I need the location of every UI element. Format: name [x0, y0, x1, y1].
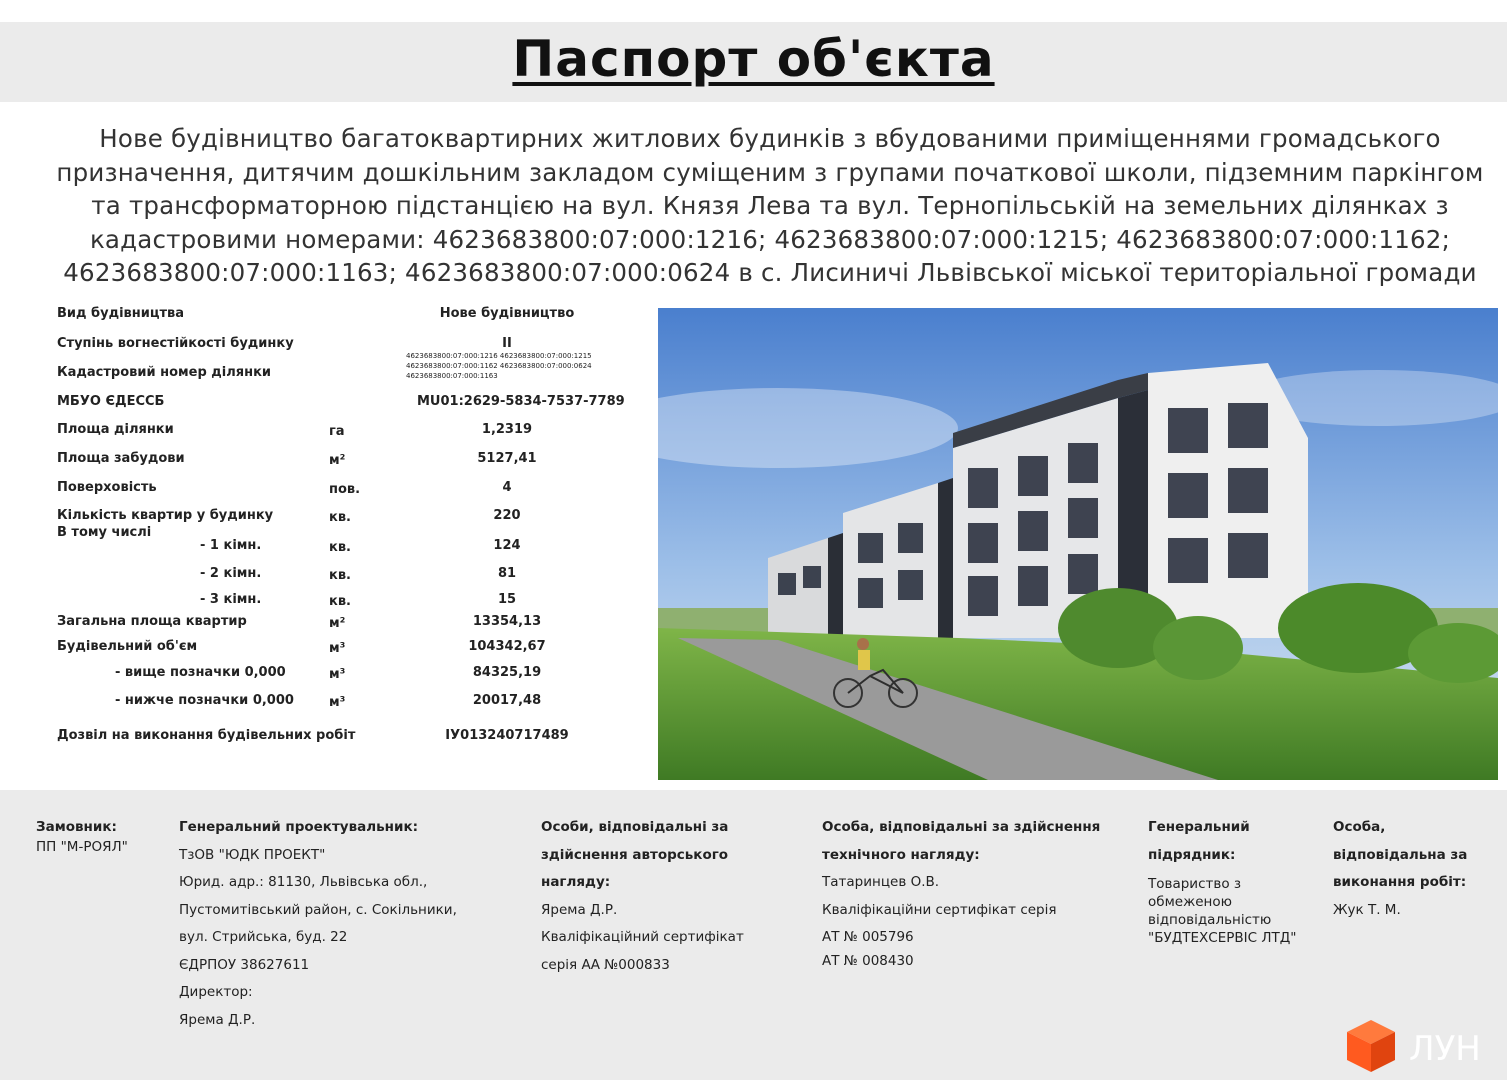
technical-supervision-line: Кваліфікаційни сертифікат серія [822, 901, 1057, 918]
param-value: 104342,67 [468, 639, 546, 654]
general-contractor-lines [1148, 875, 1296, 947]
general-contractor-line: відповідальністю [1148, 912, 1272, 928]
param-label: - 2 кімн. [200, 566, 262, 581]
param-row [57, 422, 647, 446]
parameters-table [57, 306, 647, 756]
technical-supervision-line: Татаринцев О.В. [822, 874, 940, 890]
param-row [57, 614, 647, 638]
customer-block [36, 814, 128, 861]
param-unit: кв. [329, 510, 351, 525]
technical-supervision-block [822, 814, 1100, 975]
designer-heading: Генеральний проектувальник: [179, 819, 419, 835]
cadastral-numbers [406, 351, 626, 381]
general-contractor-line: обмеженою [1148, 894, 1232, 910]
designer-line: ТзОВ "ЮДК ПРОЕКТ" [179, 846, 326, 863]
customer-name: ПП "М-РОЯЛ" [36, 838, 128, 855]
technical-supervision-heading: технічного нагляду: [822, 846, 980, 863]
description-line: призначення, дитячим дошкільним закладом суміщеним з групами початкової школи, підземним паркінгом [56, 157, 1484, 187]
param-value: 15 [497, 592, 517, 607]
building-rendering [658, 308, 1498, 780]
footer-info [0, 790, 1507, 1080]
orange-cube-icon [1347, 1020, 1395, 1072]
param-unit: м³ [329, 641, 346, 656]
param-unit: м³ [329, 695, 346, 710]
param-label: Кадастровий номер ділянки [57, 365, 272, 380]
param-row [57, 665, 647, 689]
param-label: Загальна площа квартир [57, 614, 247, 629]
param-unit: м² [329, 453, 346, 468]
description-line: 4623683800:07:000:1163; 4623683800:07:000:0624 в с. Лисиничі Львівської міської територіальної громади [63, 258, 1477, 287]
general-contractor-line: "БУДТЕХСЕРВІС ЛТД" [1148, 930, 1297, 946]
param-label: - вище позначки 0,000 [115, 665, 286, 680]
technical-supervision-heading: Особа, відповідальні за здійснення [822, 819, 1101, 835]
param-value: 20017,48 [472, 693, 542, 708]
param-row [57, 451, 647, 475]
designer-line: Пустомитівський район, с. Сокільники, [179, 901, 457, 918]
param-value: 124 [493, 538, 521, 553]
cadastral-number-line: 4623683800:07:000:1162 4623683800:07:000:0624 [406, 362, 592, 370]
param-value: Нове будівництво [439, 306, 575, 321]
param-value: 81 [497, 566, 517, 581]
param-row [57, 480, 647, 504]
designer-line: Ярема Д.Р. [179, 1011, 256, 1028]
works-responsible-block [1333, 814, 1467, 924]
general-contractor-block [1148, 814, 1296, 947]
param-unit: кв. [329, 540, 351, 555]
cadastral-number-line: 4623683800:07:000:1163 [406, 372, 498, 380]
designer-line: ЄДРПОУ 38627611 [179, 956, 310, 973]
technical-supervision-line: АТ № 005796 [822, 929, 914, 945]
param-label: Вид будівництва [57, 306, 185, 321]
param-row [57, 639, 647, 663]
param-row [57, 538, 647, 562]
param-label: - 3 кімн. [200, 592, 262, 607]
page-title: Паспорт об'єкта [512, 30, 995, 88]
param-row [57, 306, 647, 330]
works-responsible-heading: виконання робіт: [1333, 874, 1467, 890]
param-label: - 1 кімн. [200, 538, 262, 553]
designer-line: Юрид. адр.: 81130, Львівська обл., [179, 874, 428, 890]
lun-logo [1345, 1018, 1505, 1074]
param-label: Дозвіл на виконання будівельних робіт [57, 728, 356, 743]
technical-supervision-line: АТ № 008430 [822, 952, 914, 969]
param-label: Поверховість [57, 480, 157, 495]
param-row [57, 693, 647, 717]
param-value: II [502, 336, 512, 351]
author-supervision-line: серія АА №000833 [541, 956, 670, 973]
param-row [57, 592, 647, 616]
param-row [57, 394, 647, 418]
param-unit: кв. [329, 594, 351, 609]
author-supervision-heading: здійснення авторського [541, 846, 729, 863]
param-label: Площа ділянки [57, 422, 174, 437]
param-unit: га [329, 424, 345, 439]
author-supervision-heading: Особи, відповідальні за [541, 819, 729, 835]
works-responsible-heading: Особа, [1333, 819, 1386, 835]
param-unit: м³ [329, 667, 346, 682]
general-contractor-heading: підрядник: [1148, 846, 1236, 863]
param-value: ІУ013240717489 [445, 728, 569, 743]
param-label: МБУО ЄДЕССБ [57, 394, 165, 409]
param-unit: м² [329, 616, 346, 631]
logo-text: ЛУН [1409, 1029, 1481, 1069]
param-unit: кв. [329, 568, 351, 583]
param-value: 220 [493, 508, 521, 523]
param-value: MU01:2629-5834-7537-7789 [417, 394, 625, 409]
works-responsible-heading: відповідальна за [1333, 846, 1468, 863]
author-supervision-heading: нагляду: [541, 874, 611, 890]
author-supervision-line: Ярема Д.Р. [541, 901, 618, 918]
param-value: 5127,41 [477, 451, 537, 466]
designer-line: вул. Стрийська, буд. 22 [179, 929, 348, 945]
param-value: 13354,13 [472, 614, 542, 629]
param-row [57, 352, 647, 389]
param-label: Ступінь вогнестійкості будинку [57, 336, 294, 351]
cadastral-number-line: 4623683800:07:000:1216 4623683800:07:000:1215 [406, 352, 592, 360]
project-description [40, 122, 1500, 290]
works-responsible-line: Жук Т. М. [1333, 901, 1401, 918]
customer-heading: Замовник: [36, 819, 117, 835]
param-row [57, 566, 647, 590]
param-label: - нижче позначки 0,000 [115, 693, 294, 708]
description-line: Нове будівництво багатоквартирних житлових будинків з вбудованими приміщеннями громадського [99, 124, 1441, 153]
general-contractor-heading: Генеральний [1148, 819, 1250, 835]
designer-block [179, 814, 457, 1034]
param-row [57, 728, 647, 752]
param-value: 1,2319 [481, 422, 533, 437]
param-label: Площа забудови [57, 451, 185, 466]
description-line: кадастровими номерами: 4623683800:07:000:1216; 4623683800:07:000:1215; 4623683800:07:000:1162; [89, 224, 1451, 254]
param-value: 4 [502, 480, 512, 495]
general-contractor-line: Товариство з [1148, 876, 1242, 892]
author-supervision-block [541, 814, 744, 979]
param-value: 84325,19 [472, 665, 542, 680]
description-line: та трансформаторною підстанцією на вул. Князя Лева та вул. Тернопільській на земельних ділянках з [91, 191, 1449, 220]
param-unit: пов. [329, 482, 361, 497]
author-supervision-line: Кваліфікаційний сертифікат [541, 929, 744, 945]
param-label: Кількість квартир у будинку [57, 508, 274, 523]
param-label: В тому числі [57, 525, 152, 540]
designer-line: Директор: [179, 984, 253, 1000]
param-label: Будівельний об'єм [57, 639, 198, 654]
